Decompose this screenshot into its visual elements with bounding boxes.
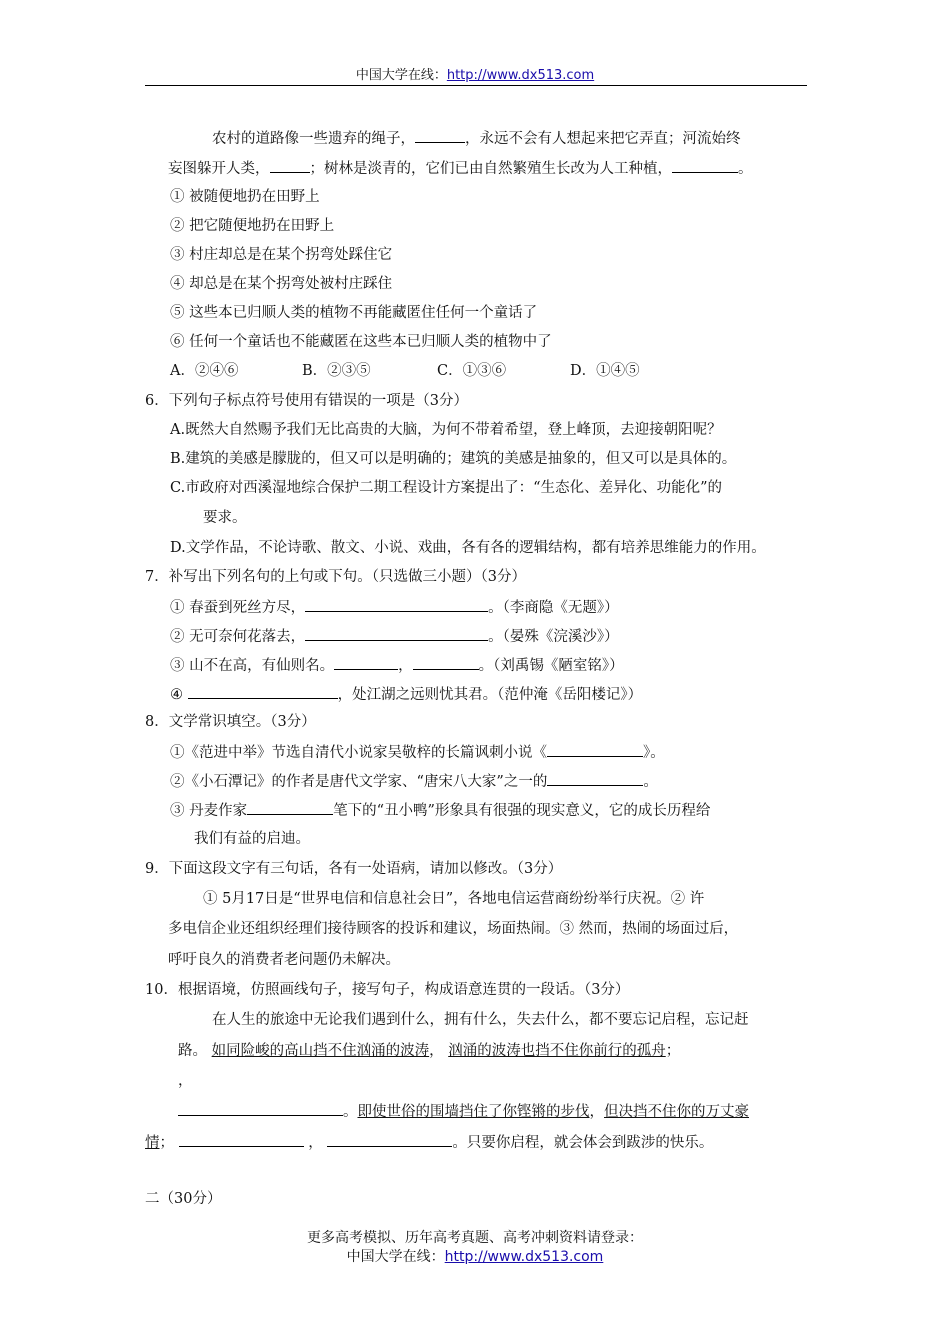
q8-blank2[interactable] [547, 770, 643, 786]
q7-blank2[interactable] [305, 625, 488, 641]
q5-option-5: ⑤ 这些本已归顺人类的植物不再能藏匿住任何一个童话了 [170, 305, 538, 321]
q10-line5 [145, 1131, 713, 1153]
q5-choice-b: B．②③⑤ [302, 363, 371, 379]
q7-blank4[interactable] [413, 654, 479, 670]
q7-item2-source: 。（晏殊《浣溪沙》） [488, 629, 619, 645]
q10-underlined-4: 但决挡不住你的万丈豪 [604, 1104, 749, 1120]
q9-line1: ① 5月17日是“世界电信和信息社会日”，各地电信运营商纷纷举行庆祝。② 许 [203, 891, 705, 907]
q10-line1: 在人生的旅途中无论我们遇到什么，拥有什么，失去什么，都不要忘记启程，忘记赶 [212, 1012, 749, 1028]
q10-underlined-2: 汹涌的波涛也挡不住你前行的孤舟 [448, 1043, 666, 1059]
q5-option-6: ⑥ 任何一个童话也不能藏匿在这些本已归顺人类的植物中了 [170, 334, 552, 350]
q5-choice-c: C．①③⑥ [437, 363, 507, 379]
q10-blank3[interactable] [327, 1131, 452, 1147]
q8-item1-text: ①《范进中举》节选自清代小说家吴敬梓的长篇讽刺小说《 [170, 745, 547, 761]
footer-line2 [0, 1248, 950, 1267]
q10-line4 [178, 1100, 749, 1122]
q7-title: 7．补写出下列名句的上句或下句。（只选做三小题）（3分） [145, 569, 526, 585]
q5-option-3: ③ 村庄却总是在某个拐弯处踩住它 [170, 247, 393, 263]
q8-item2-end: 。 [643, 774, 658, 790]
q7-item4-text: ，处江湖之远则忧其君。（范仲淹《岳阳楼记》） [337, 687, 643, 703]
q10-l4-comma: ， [589, 1104, 604, 1120]
q6-option-c: C.市政府对西溪湿地综合保护二期工程设计方案提出了：“生态化、差异化、功能化”的 [170, 480, 723, 496]
q8-item3-text: ③ 丹麦作家 [170, 803, 248, 819]
page-footer [0, 1229, 950, 1267]
q10-title: 10．根据语境，仿照画线句子，接写句子，构成语意连贯的一段话。（3分） [145, 982, 630, 998]
q7-item1-text: ① 春蚕到死丝方尽， [170, 600, 306, 616]
footer-link[interactable]: http://www.dx513.com [444, 1249, 604, 1265]
q7-item-1 [170, 596, 619, 618]
section-two-heading: 二（30分） [145, 1191, 222, 1207]
q7-blank3[interactable] [334, 654, 398, 670]
q10-line3: ， [178, 1073, 193, 1089]
q10-l2-comma: ， [429, 1043, 444, 1059]
q6-option-b: B.建筑的美感是朦胧的，但又可以是明确的；建筑的美感是抽象的，但又可以是具体的。 [170, 451, 737, 467]
header-site: 中国大学在线： [355, 68, 447, 83]
q5-option-2: ② 把它随便地扔在田野上 [170, 218, 335, 234]
q9-line3: 呼吁良久的消费者老问题仍未解决。 [168, 952, 400, 968]
q5-blank3[interactable] [672, 157, 738, 173]
q10-l4-stop: 。 [343, 1104, 358, 1120]
q5-blank2[interactable] [270, 157, 310, 173]
q7-item3-text: ③ 山不在高，有仙则名。 [170, 658, 335, 674]
q7-item3-comma: ， [398, 658, 413, 674]
q8-item2-text: ②《小石潭记》的作者是唐代文学家、“唐宋八大家”之一的 [170, 774, 548, 790]
q7-blank1[interactable] [305, 596, 488, 612]
q7-item3-source: 。（刘禹锡《陋室铭》） [478, 658, 624, 674]
q8-title: 8．文学常识填空。（3分） [145, 714, 316, 730]
q10-l2-start: 路。 [178, 1043, 207, 1059]
q5-line2 [168, 157, 753, 179]
q8-item-2 [170, 770, 658, 792]
q10-underlined-3: 即使世俗的围墙挡住了你铿锵的步伐 [357, 1104, 590, 1120]
q7-item1-source: 。（李商隐《无题》） [488, 600, 619, 616]
q8-item3-rest: 笔下的“丑小鸭”形象具有很强的现实意义，它的成长历程给 [333, 803, 711, 819]
q5-text4: ；树林是淡青的，它们已由自然繁殖生长改为人工种植， [309, 161, 672, 177]
q7-item-2 [170, 625, 619, 647]
q7-item-3 [170, 654, 624, 676]
q10-line2 [178, 1041, 680, 1061]
q5-option-1: ① 被随便地扔在田野上 [170, 189, 320, 205]
q5-choice-d: D．①④⑤ [570, 363, 640, 379]
footer-line1: 更多高考模拟、历年高考真题、高考冲刺资料请登录： [307, 1230, 643, 1246]
q6-title: 6．下列句子标点符号使用有错误的一项是（3分） [145, 393, 468, 409]
q10-l5-semicolon: ； [159, 1135, 174, 1151]
q5-text3: 妄图躲开人类， [168, 161, 270, 177]
header-link[interactable]: http://www.dx513.com [446, 68, 595, 83]
q7-item2-text: ② 无可奈何花落去， [170, 629, 306, 645]
footer-site: 中国大学在线： [346, 1249, 445, 1265]
q10-underlined-1: 如同险峻的高山挡不住汹涌的波涛 [211, 1043, 430, 1059]
q6-option-d: D.文学作品，不论诗歌、散文、小说、戏曲，各有各的逻辑结构，都有培养思维能力的作用。 [170, 540, 766, 556]
q7-item-4 [170, 683, 642, 705]
q6-option-c-cont: 要求。 [203, 510, 247, 526]
q5-text1: 农村的道路像一些遗弃的绳子， [212, 131, 415, 147]
q10-l5-comma: ， [308, 1135, 323, 1151]
q10-underlined-5: 情 [145, 1135, 160, 1151]
q5-text2: ，永远不会有人想起来把它弄直；河流始终 [465, 131, 741, 147]
q8-item-3 [170, 799, 710, 821]
q8-item-3-cont: 我们有益的启迪。 [194, 831, 310, 847]
q10-l5-end: 。只要你启程，就会体会到跋涉的快乐。 [452, 1135, 714, 1151]
q8-item-1 [170, 741, 665, 763]
header-rule [145, 85, 807, 86]
q9-line2: 多电信企业还组织经理们接待顾客的投诉和建议，场面热闹。③ 然而，热闹的场面过后， [168, 921, 739, 937]
page-header [0, 64, 950, 83]
q5-choice-a: A．②④⑥ [170, 363, 239, 379]
q10-blank1[interactable] [178, 1100, 343, 1116]
q5-text5: 。 [738, 161, 753, 177]
q10-blank2[interactable] [179, 1131, 304, 1147]
q9-title: 9．下面这段文字有三句话，各有一处语病，请加以修改。（3分） [145, 861, 563, 877]
q7-item4-num: ④ [170, 687, 188, 703]
q8-blank3[interactable] [247, 799, 333, 815]
q8-blank1[interactable] [547, 741, 643, 757]
q5-blank1[interactable] [415, 127, 465, 143]
q6-option-a: A.既然大自然赐予我们无比高贵的大脑，为何不带着希望，登上峰顶，去迎接朝阳呢？ [170, 422, 722, 438]
q5-line1 [212, 127, 741, 149]
q5-option-4: ④ 却总是在某个拐弯处被村庄踩住 [170, 276, 393, 292]
q7-blank5[interactable] [188, 683, 338, 699]
q8-item1-end: 》。 [643, 745, 665, 761]
q10-l2-end: ； [665, 1043, 681, 1059]
